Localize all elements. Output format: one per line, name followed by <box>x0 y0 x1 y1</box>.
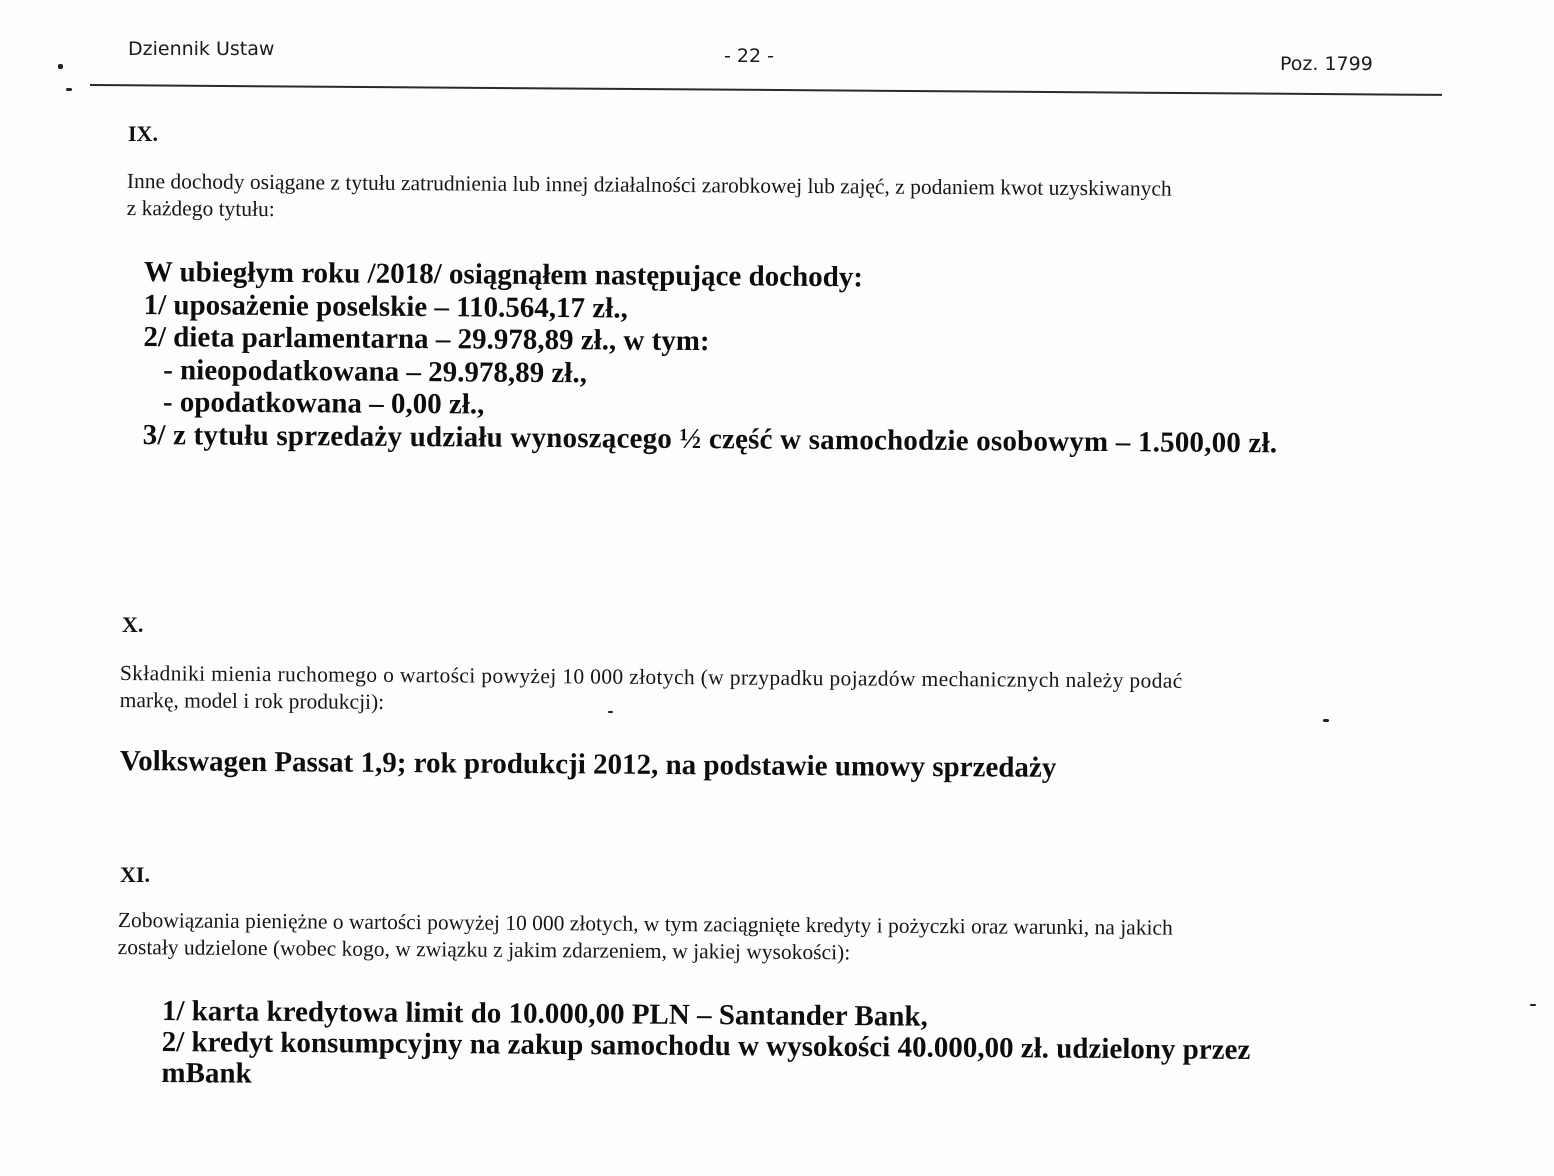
liability-item: 1/ karta kredytowa limit do 10.000,00 PLN – Santander Bank, <box>161 995 928 1033</box>
scan-speck <box>1323 719 1329 722</box>
section-x-question <box>120 660 1183 722</box>
section-xi-answer <box>161 996 1250 1097</box>
liability-item: 2/ kredyt konsumpcyjny na zakup samochodu w wysokości 40.000,00 zł. udzielony przez <box>161 1025 1251 1066</box>
position-number: Poz. 1799 <box>1280 53 1373 75</box>
journal-title: Dziennik Ustaw <box>128 38 275 60</box>
section-x-number: X. <box>122 612 144 637</box>
income-item: 3/ z tytułu sprzedaży udziału wynoszącego ½ część w samochodzie osobowym – 1.500,00 zł. <box>142 418 1278 459</box>
section-ix-question-line: z każdego tytułu: <box>126 195 275 222</box>
scan-speck <box>58 64 63 69</box>
section-x-question-line: markę, model i rok produkcji): <box>119 687 385 714</box>
income-item: 1/ uposażenie poselskie – 110.564,17 zł., <box>143 288 628 325</box>
section-x-question-line: Składniki mienia ruchomego o wartości powyżej 10 000 złotych (w przypadku pojazdów mechanicznych należy podać <box>119 661 1183 693</box>
liability-item-continuation: mBank <box>161 1056 252 1090</box>
header-rule <box>90 84 1442 96</box>
section-ix-answer <box>143 256 1279 459</box>
section-xi-number: XI. <box>120 862 150 887</box>
section-xi-question-line: Zobowiązania pieniężne o wartości powyżej 10 000 złotych, w tym zaciągnięte kredyty i pożyczki oraz warunki, na jakich <box>117 908 1173 940</box>
section-ix-number: IX. <box>128 121 158 146</box>
page-number: - 22 - <box>724 45 774 67</box>
income-summary-heading: W ubiegłym roku /2018/ osiągnąłem następujące dochody: <box>143 256 864 294</box>
vehicle-entry: Volkswagen Passat 1,9; rok produkcji 2012, na podstawie umowy sprzedaży <box>119 745 1057 784</box>
section-ix-question-line: Inne dochody osiągane z tytułu zatrudnienia lub innej działalności zarobkowej lub zajęć, z podaniem kwot uzyskiwanych <box>126 168 1172 201</box>
income-subitem: - nieopodatkowana – 29.978,89 zł., <box>163 353 588 389</box>
section-xi-question-line: zostały udzielone (wobec kogo, w związku z jakim zdarzeniem, w jakiej wysokości): <box>117 934 851 965</box>
income-subitem: - opodatkowana – 0,00 zł., <box>162 386 485 421</box>
section-ix-question <box>127 168 1172 230</box>
income-item: 2/ dieta parlamentarna – 29.978,89 zł., w tym: <box>143 320 710 358</box>
scan-speck <box>66 88 72 91</box>
section-xi-question <box>118 907 1173 969</box>
section-x-answer <box>120 745 1057 785</box>
scan-speck <box>1530 1004 1536 1006</box>
